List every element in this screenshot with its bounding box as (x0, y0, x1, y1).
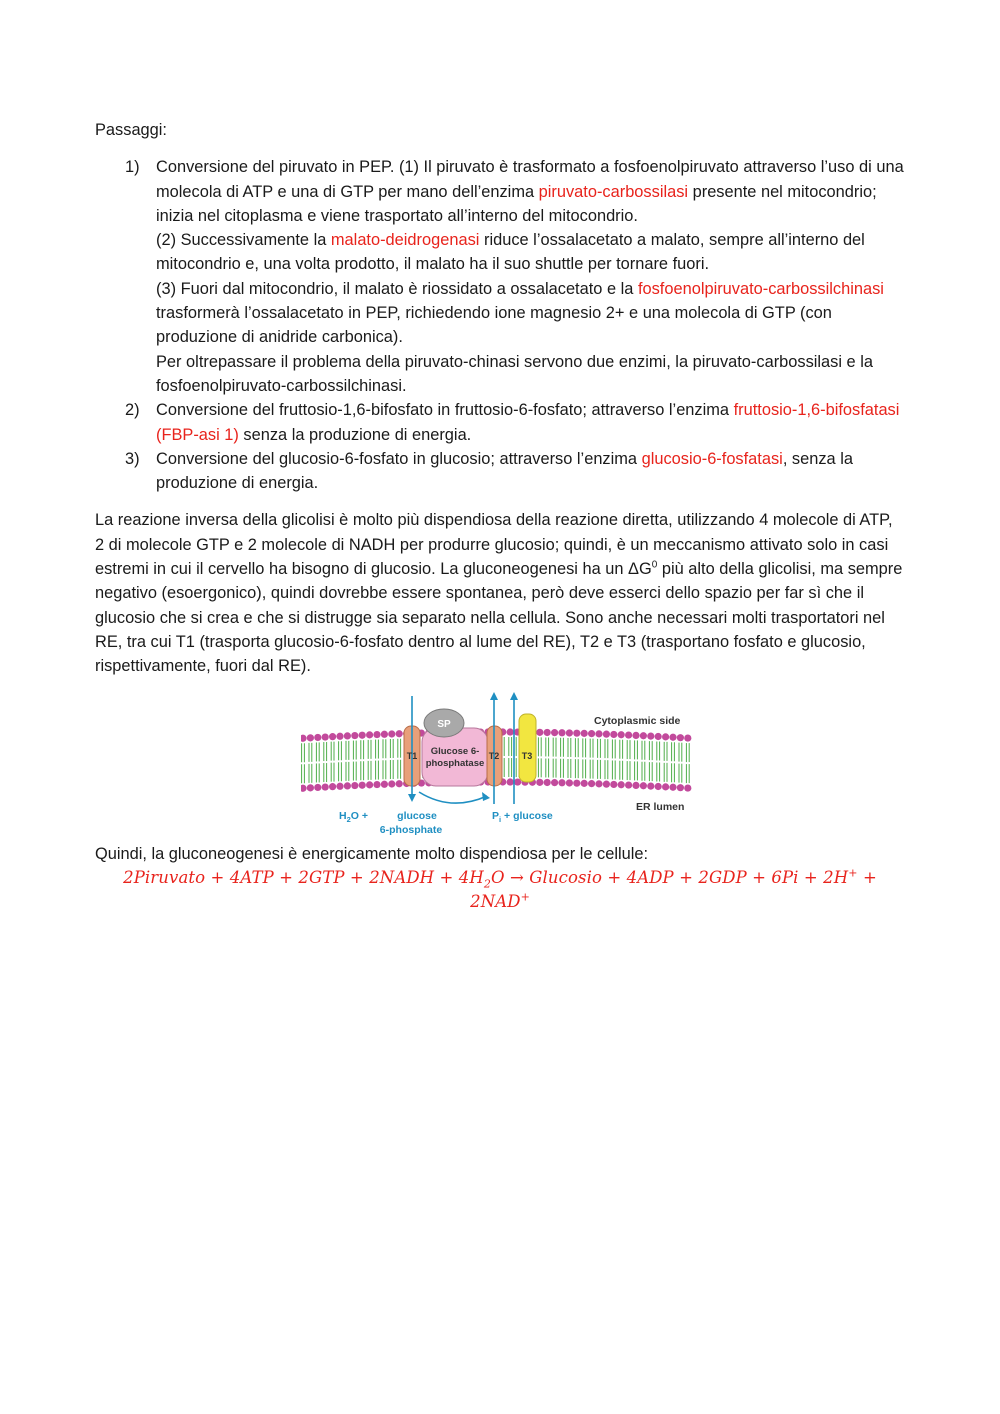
lipid-head (573, 779, 580, 786)
lipid-head (314, 733, 321, 740)
lipid-head (536, 728, 543, 735)
lipid-head (684, 734, 691, 741)
equation-rhs-part-2: + 2NAD (470, 867, 877, 912)
step-text: trasformerà l’ossalacetato in PEP, richiedendo ione magnesio 2+ e una molecola di GTP (con produzione di anidride carbonica). (156, 304, 832, 347)
pi-label-p: P (492, 809, 500, 822)
lipid-head (618, 731, 625, 738)
lipid-head (366, 731, 373, 738)
lipid-head (359, 781, 366, 788)
step-number: 1) (125, 158, 140, 177)
equation-rhs-part-1: Glucosio + 4ADP + 2GDP + 6Pi + 2H (529, 867, 849, 887)
enzyme-name: glucosio-6-fosfatasi (641, 449, 783, 468)
gluconeogenesis-equation (95, 866, 905, 915)
step-item (95, 447, 905, 496)
lipid-head (396, 780, 403, 787)
step-text: senza la produzione di energia. (238, 425, 472, 444)
lipid-head (381, 780, 388, 787)
delta-g-symbol: ΔG (628, 560, 652, 579)
glucose-6-phosphate-label-line-2: 6-phosphate (379, 823, 443, 836)
lipid-head (662, 783, 669, 790)
step-text: Conversione del fruttosio-1,6-bifosfato in fruttosio-6-fosfato; attraverso l’enzima (156, 401, 734, 420)
equation-nad-superscript: + (520, 890, 530, 904)
lipid-head (536, 778, 543, 785)
step-paragraph (156, 277, 905, 350)
t1-label: T1 (406, 750, 418, 761)
lipid-head (329, 733, 336, 740)
equation-h-superscript: + (848, 866, 858, 880)
step-paragraph (156, 350, 905, 399)
step-text: (3) Fuori dal mitocondrio, il malato è riossidato a ossalacetato e la (156, 279, 638, 298)
lipid-head (351, 731, 358, 738)
lipid-head (662, 733, 669, 740)
lipid-head (307, 784, 314, 791)
enzyme-glucose-6-phosphatase-shape (422, 728, 488, 786)
lipid-head (610, 780, 617, 787)
lipid-head (314, 783, 321, 790)
lipid-head (373, 781, 380, 788)
step-number: 3) (125, 449, 140, 468)
step-item (95, 155, 905, 398)
lipid-head (625, 781, 632, 788)
t1-arrow-head (408, 794, 416, 802)
lipid-head (632, 731, 639, 738)
lipid-head (640, 732, 647, 739)
pi-label-sub: i (499, 814, 502, 824)
pi-label-rest: + glucose (501, 809, 553, 822)
lipid-head (684, 784, 691, 791)
lipid-head (610, 730, 617, 737)
lipid-head (640, 782, 647, 789)
lipid-head (329, 783, 336, 790)
t3-arrow-head (510, 692, 518, 700)
equation-arrow: → (504, 867, 530, 887)
explanation-paragraph (95, 508, 905, 678)
lipid-head (507, 778, 514, 785)
enzyme-label-line-2: phosphatase (425, 757, 485, 769)
h2o-label-sub: 2 (346, 814, 351, 824)
step-number: 2) (125, 401, 140, 420)
lipid-head (566, 729, 573, 736)
conclusion-text: Quindi, la gluconeogenesi è energicamente molto dispendiosa per le cellule: (95, 844, 649, 863)
lipid-head (336, 782, 343, 789)
lipid-head (322, 783, 329, 790)
step-text: (2) Successivamente la (156, 231, 331, 250)
lipid-head (669, 733, 676, 740)
lipid-head (677, 784, 684, 791)
lipid-head (307, 734, 314, 741)
pi-glucose-label (492, 810, 553, 824)
paragraph-text-part-2: più alto della glicolisi, ma sempre negativo (esoergonico), quindi dovrebbe essere spontanea, però deve esserci dello spazio per far sì che il glucosio che si crea e che si distrugge sia separato nella cellula. Sono anche necessari molti trasportatori nel RE, tra cui T1 (trasporta glucosio-6-fosfato dentro al lume del RE), T2 e T3 (trasportano fosfato e glucosio, rispettivamente, fuori dal RE). (95, 560, 903, 676)
lipid-head (351, 781, 358, 788)
lipid-head (301, 734, 307, 741)
lipid-head (388, 780, 395, 787)
lipid-head (544, 728, 551, 735)
lipid-head (677, 734, 684, 741)
steps-list (95, 155, 905, 495)
lipid-head (603, 730, 610, 737)
step-text: , senza la produzione di energia. (156, 449, 853, 493)
lipid-head (381, 730, 388, 737)
enzyme-label-line-1: Glucose 6- (430, 745, 480, 757)
lipid-head (573, 729, 580, 736)
lipid-head (507, 728, 514, 735)
lipid-head (581, 729, 588, 736)
lipid-head (544, 778, 551, 785)
document-page (95, 118, 905, 914)
step-text: presente nel mitocondrio; inizia nel citoplasma e viene trasportato all’interno del mitocondrio. (156, 182, 877, 225)
lipid-head (625, 731, 632, 738)
step-text: riduce l’ossalacetato a malato, sempre all’interno del mitocondrio e, una volta prodotto, il malato ha il suo shuttle per tornare fuori. (156, 231, 865, 274)
lipid-head (581, 779, 588, 786)
lipid-head (301, 784, 307, 791)
delta-g-superscript: 0 (651, 559, 658, 571)
lipid-head (669, 783, 676, 790)
lipid-head (603, 780, 610, 787)
t2-arrow-head (490, 692, 498, 700)
lipid-head (551, 729, 558, 736)
paragraph-text-part-1: La reazione inversa della glicolisi è molto più dispendiosa della reazione diretta, utilizzando 4 molecole di ATP, 2 di molecole GTP e 2 molecole di NADH per produrre glucosio; quindi, è un meccanismo attivato solo in casi estremi in cui il cervello ha bisogno di glucosio. La gluconeogenesi ha un (95, 511, 893, 579)
er-membrane-diagram (301, 692, 693, 842)
glucose-6-phosphate-label-line-1: glucose (397, 809, 437, 822)
lipid-head (388, 730, 395, 737)
t2-label: T2 (488, 750, 500, 761)
lipid-head (344, 782, 351, 789)
lipid-head (595, 730, 602, 737)
lipid-head (655, 732, 662, 739)
lipid-head (344, 732, 351, 739)
enzyme-name: piruvato-carbossilasi (538, 182, 689, 201)
lipid-head (655, 782, 662, 789)
enzyme-name: fosfoenolpiruvato-carbossilchinasi (637, 279, 884, 298)
lipid-head (647, 732, 654, 739)
lipid-head (632, 781, 639, 788)
lipid-head (558, 729, 565, 736)
enzyme-name: malato-deidrogenasi (330, 231, 480, 250)
equation-lhs: 2Piruvato + 4ATP + 2GTP + 2NADH + 4H (123, 867, 484, 887)
lipid-head (618, 781, 625, 788)
step-paragraph (156, 228, 905, 277)
step-item (95, 398, 905, 447)
sp-label: SP (437, 718, 451, 730)
step-text: Conversione del piruvato in PEP. (1) Il piruvato è trasformato a fosfoenolpiruvato attraverso l’uso di una molecola di ATP e una di GTP per mano dell’enzima (156, 158, 904, 201)
cytoplasmic-side-label: Cytoplasmic side (594, 714, 681, 727)
step-paragraph (156, 398, 905, 447)
er-lumen-label: ER lumen (636, 800, 685, 813)
h2o-label (339, 810, 368, 824)
lipid-head (359, 731, 366, 738)
transporter-t3-shape (519, 714, 536, 782)
h2o-label-h: H (339, 809, 347, 822)
step-paragraph (156, 447, 905, 496)
equation-h2o-rest: O (490, 867, 505, 887)
lipid-head (366, 781, 373, 788)
lipid-head (558, 779, 565, 786)
lipid-head (595, 780, 602, 787)
lipid-head (566, 779, 573, 786)
lipid-head (373, 731, 380, 738)
lipid-head (647, 782, 654, 789)
lipid-head (322, 733, 329, 740)
lipid-head (551, 779, 558, 786)
section-heading: Passaggi: (95, 121, 167, 139)
enzyme-arrow-head (482, 792, 490, 801)
er-membrane-figure (301, 692, 693, 842)
t3-label: T3 (521, 750, 533, 761)
h2o-label-rest: O + (350, 809, 368, 822)
lipid-head (396, 730, 403, 737)
step-text: Per oltrepassare il problema della piruvato-chinasi servono due enzimi, la piruvato-carbossilasi e la fosfoenolpiruvato-carbossilchinasi. (156, 352, 873, 395)
step-paragraph (156, 155, 905, 228)
lipid-head (588, 780, 595, 787)
step-text: Conversione del glucosio-6-fosfato in glucosio; attraverso l’enzima (156, 449, 642, 468)
enzyme-curved-arrow (419, 792, 487, 803)
enzyme-name: fruttosio-1,6-bifosfatasi (FBP-asi 1) (156, 401, 900, 444)
lipid-head (588, 730, 595, 737)
lipid-head (336, 732, 343, 739)
equation-h2o-subscript: 2 (483, 877, 491, 891)
